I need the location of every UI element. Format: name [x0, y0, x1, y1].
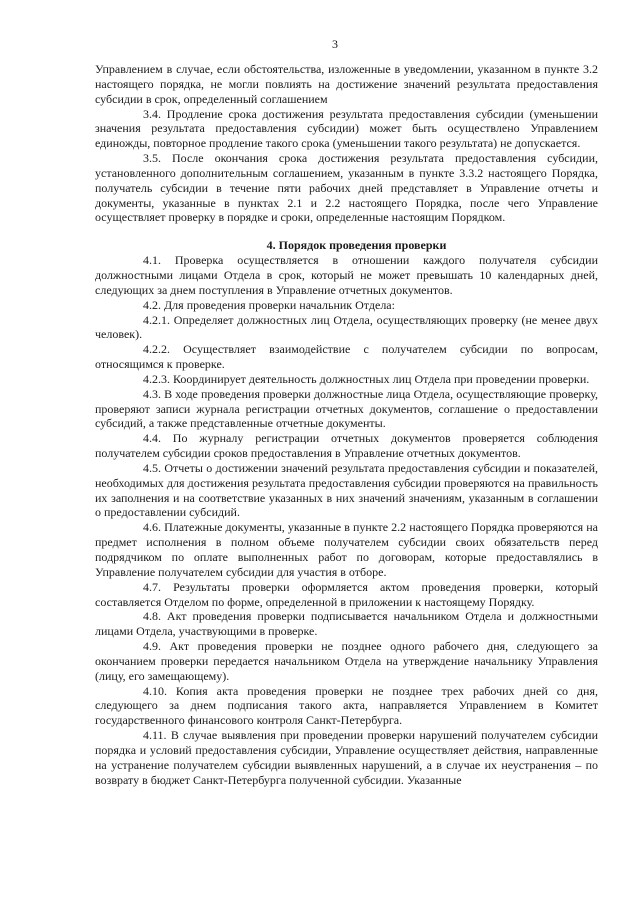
- paragraph-4-10: 4.10. Копия акта проведения проверки не позднее трех рабочих дней со дня, следующего за днем подписания такого акта, направляется Управлением в Комитет государственного финансового контроля Санкт-Петербурга.: [95, 683, 598, 728]
- paragraph-4-9: 4.9. Акт проведения проверки не позднее одного рабочего дня, следующего за окончанием проверки передается начальником Отдела на утверждение начальнику Управления (лицу, его замещающему).: [95, 639, 598, 683]
- document-body: [95, 62, 598, 788]
- paragraph-4-4: 4.4. По журналу регистрации отчетных документов проверяется соблюдения получателем субсидии сроков предоставления в Управление отчетных документов.: [95, 431, 598, 461]
- paragraph-4-8: 4.8. Акт проведения проверки подписывается начальником Отдела и должностными лицами Отдела, участвующими в проверке.: [95, 609, 598, 639]
- paragraph-4-3: 4.3. В ходе проведения проверки должностные лица Отдела, осуществляющие проверку, проверяют записи журнала регистрации отчетных документов, соглашение о предоставлении субсидий, а также представленные отчетные документы.: [95, 386, 598, 431]
- paragraph-4-7: 4.7. Результаты проверки оформляется актом проведения проверки, который составляется Отделом по форме, определенной в приложении к настоящему Порядку.: [95, 579, 598, 609]
- paragraph-3-5: 3.5. После окончания срока достижения результата предоставления субсидии, установленного дополнительным соглашением, указанным в пункте 3.3.2 настоящего Порядка, получатель субсидии в течение пяти рабочих дней представляет в Управление отчеты и документы, указанные в пунктах 2.1 и 2.2 настоящего Порядка, после чего Управление осуществляет проверку в порядке и сроки, определенные настоящим Порядком.: [95, 151, 598, 225]
- paragraph-4-11: 4.11. В случае выявления при проведении проверки нарушений получателем субсидии порядка и условий предоставления субсидии, Управление осуществляет действия, направленные на устранение получателем субсидии выявленных нарушений, а в случае их неустранения – по возврату в бюджет Санкт-Петербурга полученной субсидии. Указанные: [95, 728, 598, 787]
- paragraph-4-1: 4.1. Проверка осуществляется в отношении каждого получателя субсидии должностными лицами Отдела в срок, который не может превышать 10 календарных дней, следующих за днем поступления в Управление отчетных документов.: [95, 253, 598, 297]
- paragraph-3-4: 3.4. Продление срока достижения результата предоставления субсидии (уменьшении значения результата предоставления субсидии) может быть осуществлено Управлением единожды, повторное продление такого срока (уменьшении такого результата) не допускается.: [95, 106, 598, 151]
- paragraph-4-2-2: 4.2.2. Осуществляет взаимодействие с получателем субсидии по вопросам, относящимся к проверке.: [95, 342, 598, 372]
- paragraph-4-5: 4.5. Отчеты о достижении значений результата предоставления субсидии и показателей, необходимых для достижения результата предоставления субсидии проверяются на правильность их заполнения и на соответствие указанных в них значений значениям, указанным в соглашении о предоставлении субсидий.: [95, 460, 598, 520]
- paragraph-4-2: 4.2. Для проведения проверки начальник Отдела:: [143, 297, 395, 312]
- section-heading: 4. Порядок проведения проверки: [266, 238, 447, 253]
- paragraph-4-2-3: 4.2.3. Координирует деятельность должностных лиц Отдела при проведении проверки.: [143, 371, 590, 386]
- paragraph-4-2-1: 4.2.1. Определяет должностных лиц Отдела, осуществляющих проверку (не менее двух человек).: [95, 312, 598, 342]
- paragraph-continuation: Управлением в случае, если обстоятельства, изложенные в уведомлении, указанном в пункте 3.2 настоящего порядка, не могли повлиять на достижение значений результата предоставления субсидии в срок, определенный соглашением: [95, 62, 598, 106]
- paragraph-4-6: 4.6. Платежные документы, указанные в пункте 2.2 настоящего Порядка проверяются на предмет исполнения в полном объеме получателем субсидии своих обязательств перед подрядчиком по оплате выполненных работ по договорам, которые предоставлялись в Управление получателем субсидии для участия в отборе.: [95, 520, 598, 579]
- page-number: 3: [332, 37, 338, 51]
